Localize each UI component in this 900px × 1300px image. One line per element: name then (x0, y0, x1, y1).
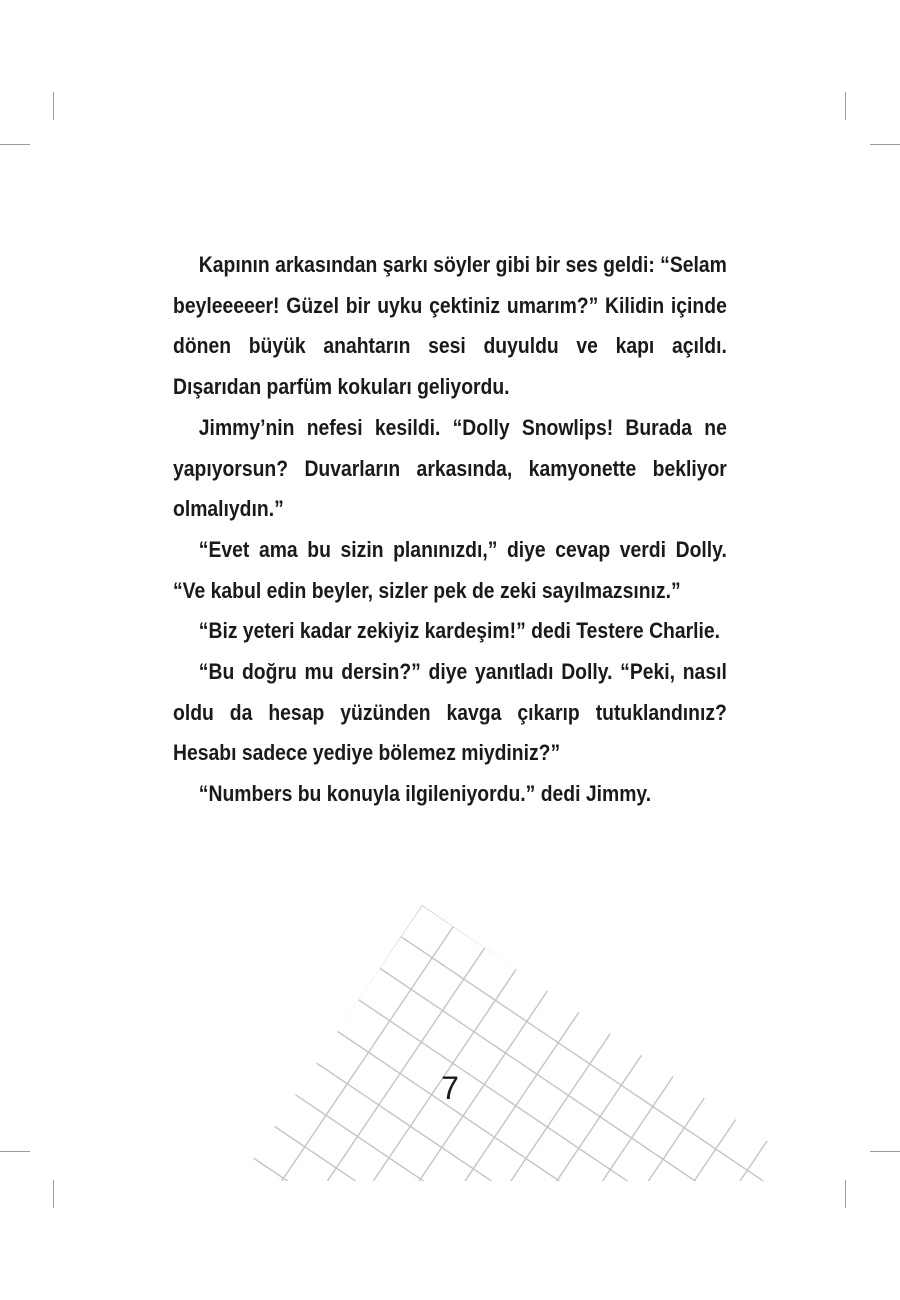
grid-line (238, 905, 770, 1181)
diagonal-grid-decoration-icon (238, 905, 770, 1181)
grid-line (238, 905, 770, 1181)
grid-line (238, 905, 770, 1181)
grid-line (238, 905, 770, 1181)
grid-line (238, 905, 770, 1181)
grid-line (238, 905, 770, 1181)
crop-mark-bottom-left (53, 1180, 54, 1208)
grid-line (238, 905, 770, 1181)
grid-line (238, 905, 386, 1181)
grid-line (238, 905, 770, 1181)
grid-line (238, 905, 770, 1181)
grid-line (238, 905, 770, 1181)
grid-line (238, 905, 770, 1181)
grid-line (238, 905, 770, 1181)
grid-line (238, 973, 770, 1181)
grid-line (238, 905, 480, 1181)
grid-line (238, 905, 770, 1181)
grid-line (238, 905, 770, 1026)
grid-line (238, 905, 770, 1181)
grid-line (238, 905, 770, 1181)
grid-line (238, 905, 770, 1181)
grid-line (238, 905, 770, 1181)
grid-line (238, 905, 770, 1152)
grid-line (238, 1036, 770, 1181)
grid-line (238, 905, 770, 1181)
grid-line (238, 905, 770, 1181)
grid-line (238, 905, 770, 1181)
grid-line (238, 905, 770, 1181)
grid-line (238, 905, 770, 1181)
grid-line (238, 905, 770, 1181)
grid-line (238, 905, 260, 1181)
grid-line (238, 905, 770, 1181)
grid-line (427, 905, 770, 1181)
grid-line (238, 905, 770, 1181)
grid-line (238, 905, 770, 932)
paragraph: “Numbers bu konuyla ilgileniyordu.” dedi Jimmy. (198, 781, 652, 807)
paragraph: “Bu doğru mu dersin?” diye yanıtladı Dolly. “Peki, nasıl oldu da hesap yüzünden kavga çıkarıp tutuklandınız? Hesabı sadece yediye bölemez miydiniz?” (173, 659, 727, 766)
grid-line (238, 905, 770, 1181)
grid-line (238, 905, 417, 1181)
grid-line (238, 905, 770, 1181)
grid-line (238, 905, 770, 1181)
crop-mark-bottom-right (845, 1180, 846, 1208)
grid-line (238, 905, 770, 1181)
grid-line (238, 905, 770, 1181)
grid-line (238, 905, 770, 1181)
grid-line (238, 905, 354, 1181)
grid-line (301, 905, 770, 1181)
grid-line (238, 905, 770, 1181)
grid-line (238, 905, 770, 1181)
grid-line (238, 905, 770, 1181)
grid-line (238, 905, 770, 1181)
grid-line (238, 905, 770, 1181)
grid-line (238, 905, 770, 1181)
grid-line (238, 905, 770, 1181)
grid-line (238, 905, 770, 1181)
grid-line (238, 905, 770, 1181)
grid-line (238, 905, 575, 1181)
paragraph: Kapının arkasından şarkı söyler gibi bir ses geldi: “Selam beyleeeeer! Güzel bir uyku çektiniz umarım?” Kilidin içinde dönen büyük anahtarın sesi duyuldu ve kapı açıldı. Dışarıdan parfüm kokuları geliyordu. (173, 252, 727, 400)
page-number: 7 (441, 1070, 459, 1106)
grid-line (238, 905, 770, 1181)
grid-line (238, 905, 770, 1181)
paragraph: “Biz yeteri kadar zekiyiz kardeşim!” dedi Testere Charlie. (198, 618, 721, 644)
grid-line (238, 905, 770, 1181)
crop-mark-top-right-h (870, 144, 900, 145)
grid-line (238, 905, 770, 1181)
grid-line (238, 905, 770, 1181)
grid-line (238, 905, 770, 1181)
grid-line (238, 905, 770, 1181)
grid-line (238, 905, 770, 1181)
grid-line (238, 905, 770, 1181)
grid-line (238, 905, 770, 1181)
grid-line (238, 905, 770, 1181)
paragraph: “Evet ama bu sizin planınızdı,” diye cevap verdi Dolly. “Ve kabul edin beyler, sizler pek de zeki sayılmazsınız.” (173, 536, 727, 603)
grid-line (238, 941, 770, 1181)
crop-mark-bottom-left-h (0, 1151, 30, 1152)
grid-line (238, 905, 770, 1181)
grid-line (238, 910, 770, 1181)
grid-line (238, 905, 770, 1181)
grid-line (238, 905, 770, 1181)
grid-line (238, 905, 770, 1181)
grid-line (238, 905, 770, 1181)
grid-line (238, 905, 770, 1181)
grid-line (238, 905, 770, 1181)
grid-line (269, 905, 770, 1181)
grid-line (238, 905, 770, 1121)
grid-line (332, 905, 770, 1181)
grid-line (238, 905, 770, 1181)
grid-line (238, 905, 770, 1181)
crop-mark-bottom-right-h (870, 1151, 900, 1152)
grid-line (238, 905, 770, 1181)
paragraph: Jimmy’nin nefesi kesildi. “Dolly Snowlips! Burada ne yapıyorsun? Duvarların arkasında, kamyonette bekliyor olmalıydın.” (173, 414, 727, 522)
grid-line (238, 1004, 770, 1181)
grid-line (238, 905, 770, 1181)
grid-line (238, 905, 770, 1181)
grid-line (458, 905, 770, 1181)
grid-line (238, 905, 770, 1181)
grid-line (238, 905, 770, 995)
grid-line (238, 905, 770, 1181)
grid-line (238, 905, 291, 1181)
grid-line (238, 905, 701, 1181)
grid-line (238, 905, 732, 1181)
grid-line (238, 905, 770, 1181)
grid-line (238, 905, 770, 1181)
grid-line (238, 905, 638, 1181)
grid-line (238, 905, 770, 1181)
grid-line (238, 905, 770, 1181)
grid-line (238, 905, 449, 1181)
crop-mark-top-right (845, 92, 846, 120)
grid-line (238, 905, 764, 1181)
grid-line (238, 905, 770, 1089)
grid-line (238, 905, 770, 963)
grid-line (238, 905, 770, 1181)
grid-line (395, 905, 770, 1181)
grid-line (238, 905, 770, 1181)
grid-line (238, 905, 770, 1058)
body-text (173, 245, 727, 815)
crop-mark-top-left-h (0, 144, 30, 145)
grid-line (238, 905, 770, 1181)
grid-line (238, 905, 770, 1181)
grid-line (238, 905, 770, 1181)
crop-mark-top-left (53, 92, 54, 120)
